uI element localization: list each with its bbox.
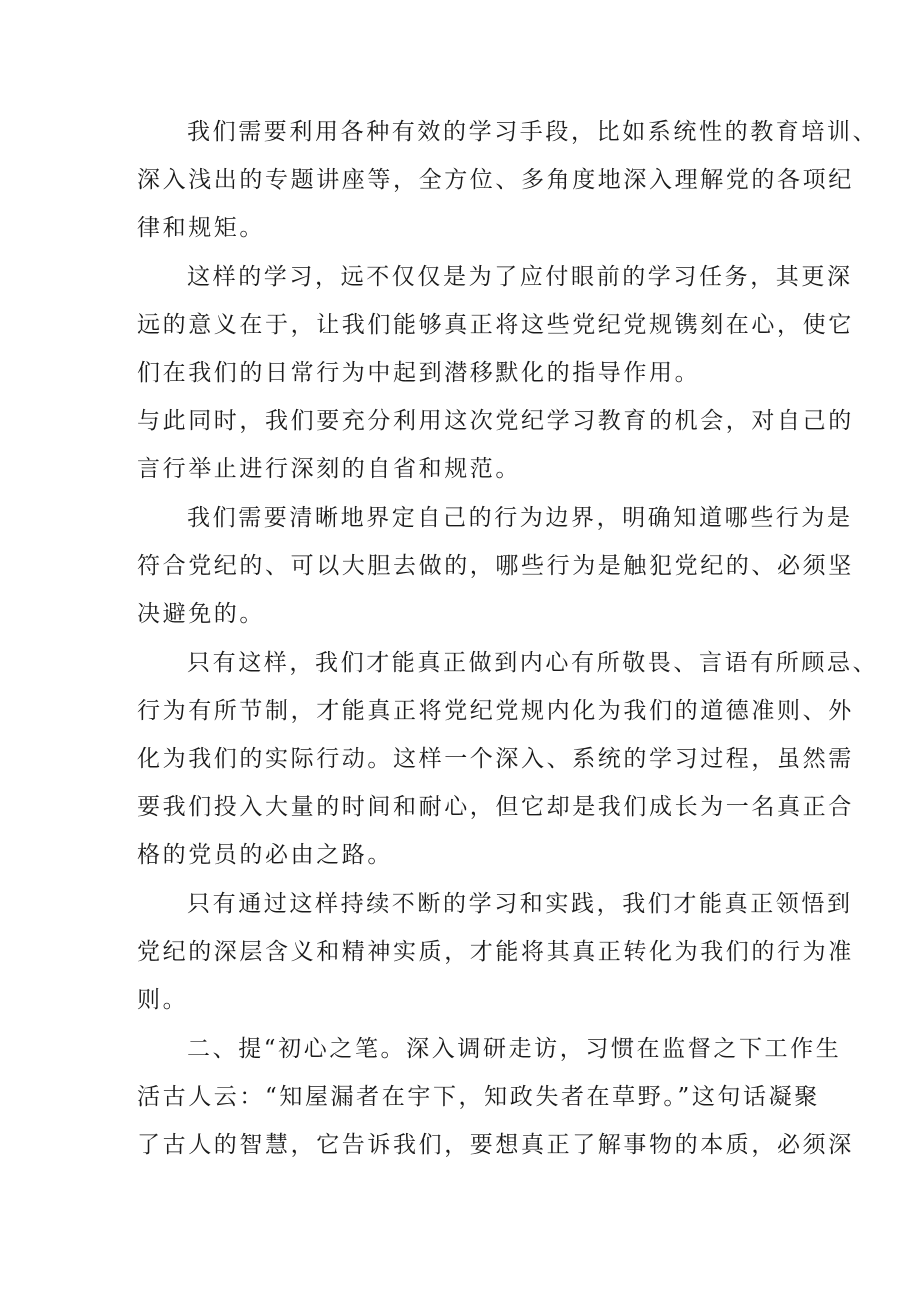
text-line: 要我们投入大量的时间和耐心，但它却是我们成长为一名真正合 <box>137 794 854 820</box>
text-line: 党纪的深层含义和精神实质，才能将其真正转化为我们的行为准 <box>137 939 854 965</box>
text-line: 符合党纪的、可以大胆去做的，哪些行为是触犯党纪的、必须坚 <box>137 553 854 579</box>
text-line: 这样的学习，远不仅仅是为了应付眼前的学习任务，其更深 <box>187 264 853 290</box>
text-line: 了古人的智慧，它告诉我们，要想真正了解事物的本质，必须深 <box>137 1132 854 1158</box>
text-line: 只有这样，我们才能真正做到内心有所敬畏、言语有所顾忌、 <box>187 650 879 676</box>
text-line: 活古人云：“知屋漏者在宇下，知政失者在草野。”这句话凝聚 <box>137 1084 820 1110</box>
text-line: 言行举止进行深刻的自省和规范。 <box>137 456 521 482</box>
text-line: 们在我们的日常行为中起到潜移默化的指导作用。 <box>137 360 701 386</box>
text-line: 行为有所节制，才能真正将党纪党规内化为我们的道德准则、外 <box>137 698 854 724</box>
text-line: 决避免的。 <box>137 601 265 627</box>
text-line: 格的党员的必由之路。 <box>137 842 393 868</box>
text-line: 律和规矩。 <box>137 215 265 241</box>
text-line: 只有通过这样持续不断的学习和实践，我们才能真正领悟到 <box>187 891 853 917</box>
text-line: 与此同时，我们要充分利用这次党纪学习教育的机会，对自己的 <box>137 408 854 434</box>
text-line: 二、提“初心之笔。深入调研走访，习惯在监督之下工作生 <box>187 1036 842 1062</box>
text-line: 则。 <box>137 987 189 1013</box>
text-line: 我们需要利用各种有效的学习手段，比如系统性的教育培训、 <box>187 119 879 145</box>
text-line: 深入浅出的专题讲座等，全方位、多角度地深入理解党的各项纪 <box>137 167 854 193</box>
text-line: 远的意义在于，让我们能够真正将这些党纪党规镌刻在心，使它 <box>137 312 854 338</box>
text-line: 化为我们的实际行动。这样一个深入、系统的学习过程，虽然需 <box>137 746 854 772</box>
text-line: 我们需要清晰地界定自己的行为边界，明确知道哪些行为是 <box>187 505 853 531</box>
